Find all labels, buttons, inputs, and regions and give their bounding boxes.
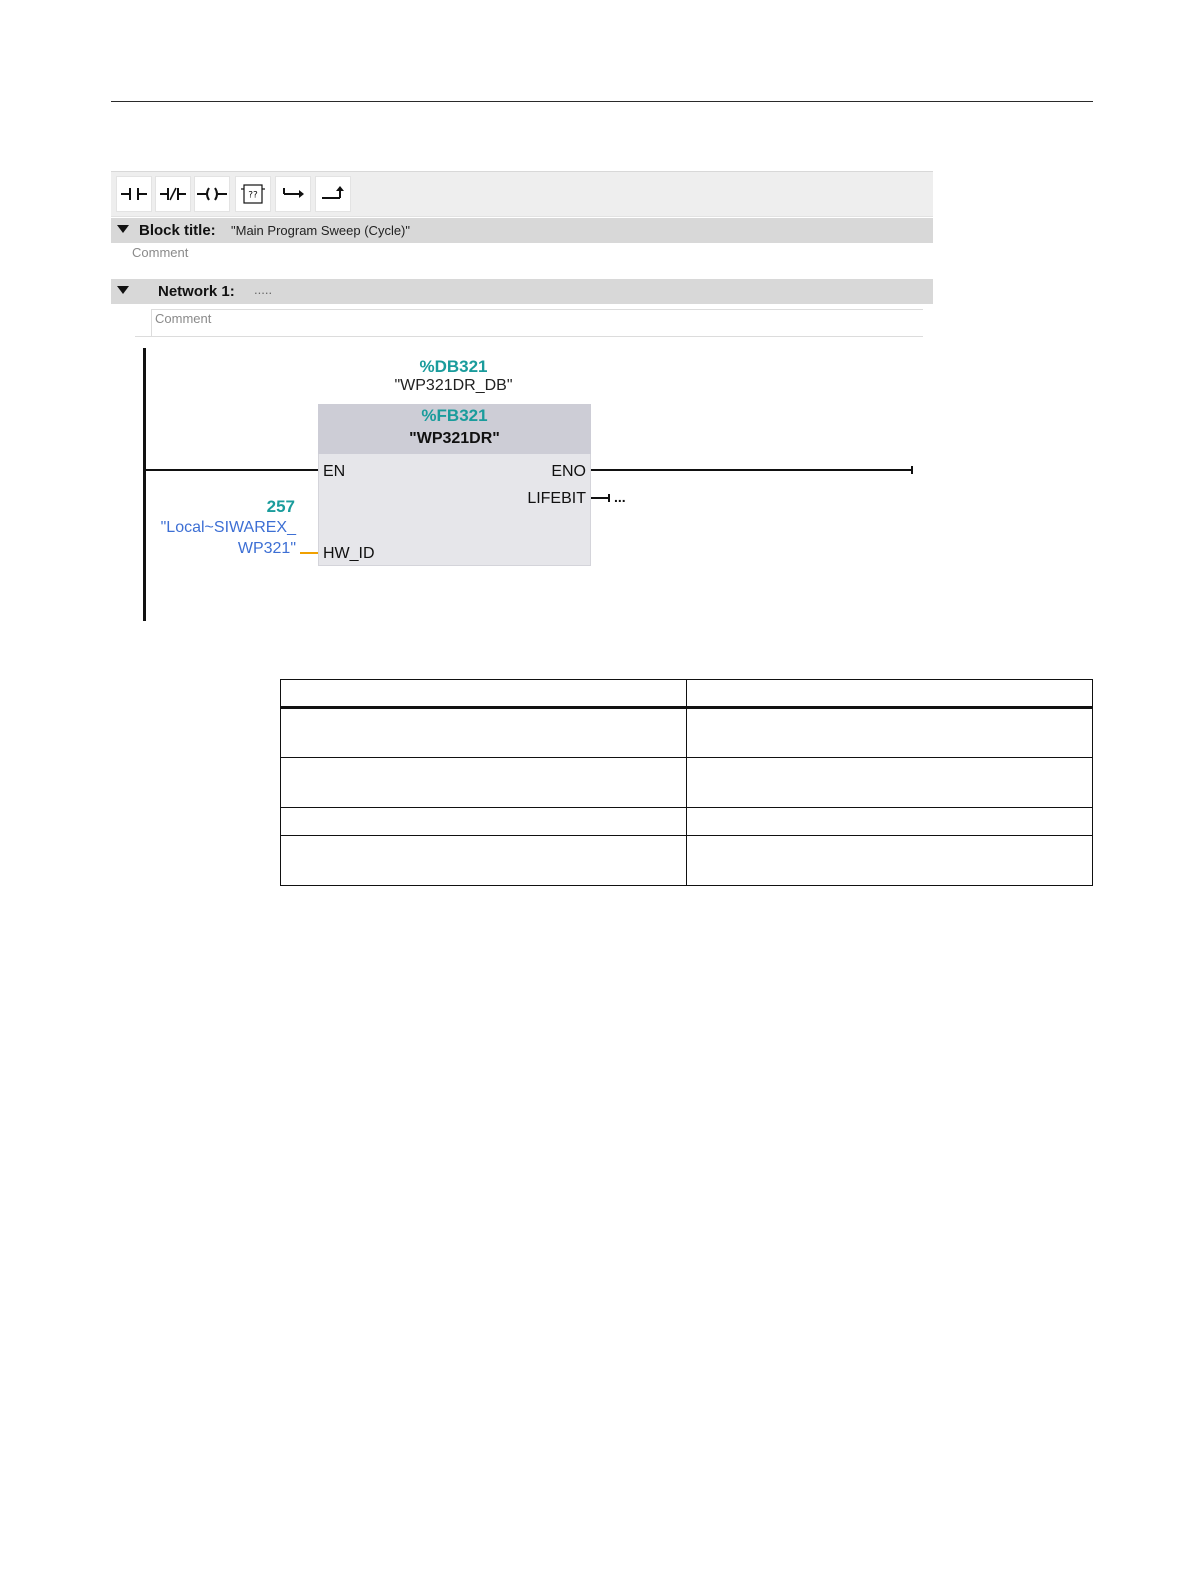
hw-id-tag-line1[interactable]: "Local~SIWAREX_ bbox=[160, 519, 296, 536]
eno-end-tick bbox=[911, 466, 913, 474]
block-title-label: Block title: bbox=[139, 222, 216, 239]
comment-top-line bbox=[151, 309, 923, 310]
table-row bbox=[281, 708, 1093, 758]
table-cell bbox=[687, 758, 1093, 808]
page-top-rule bbox=[111, 101, 1093, 102]
network-title-value[interactable]: ..... bbox=[254, 282, 273, 297]
pin-lifebit: LIFEBIT bbox=[527, 490, 586, 507]
pin-en: EN bbox=[323, 463, 346, 480]
empty-box-icon[interactable] bbox=[235, 176, 271, 212]
close-branch-icon[interactable] bbox=[315, 176, 351, 212]
lifebit-operand[interactable]: ... bbox=[614, 489, 626, 505]
function-block[interactable] bbox=[318, 404, 591, 566]
power-rail bbox=[143, 348, 146, 621]
ladder-editor bbox=[111, 171, 933, 631]
table-cell bbox=[281, 708, 687, 758]
en-wire bbox=[146, 469, 318, 471]
lifebit-end-tick bbox=[608, 494, 610, 502]
function-block-header bbox=[318, 404, 591, 454]
pin-eno: ENO bbox=[551, 463, 586, 480]
instance-db-name[interactable]: "WP321DR_DB" bbox=[394, 377, 513, 394]
comment-left-line bbox=[151, 309, 152, 336]
fb-number: %FB321 bbox=[421, 406, 488, 425]
hw-id-tag-line2[interactable]: WP321" bbox=[237, 540, 296, 557]
table-cell bbox=[687, 708, 1093, 758]
block-title-bar bbox=[111, 218, 933, 243]
table-header-row bbox=[281, 680, 1093, 708]
network-label: Network 1: bbox=[158, 283, 235, 300]
table-cell bbox=[687, 680, 1093, 708]
hw-id-wire bbox=[300, 552, 318, 554]
pin-hw-id: HW_ID bbox=[323, 545, 375, 562]
table-row bbox=[281, 758, 1093, 808]
table-cell bbox=[281, 808, 687, 836]
table-cell bbox=[281, 758, 687, 808]
block-title-value[interactable]: "Main Program Sweep (Cycle)" bbox=[231, 223, 411, 238]
instruction-toolbar bbox=[111, 171, 933, 217]
network-title-bar bbox=[111, 279, 933, 304]
lifebit-wire bbox=[591, 497, 609, 499]
coil-icon[interactable] bbox=[194, 176, 230, 212]
table-cell bbox=[687, 836, 1093, 886]
nc-contact-icon[interactable] bbox=[155, 176, 191, 212]
network-comment[interactable]: Comment bbox=[155, 311, 212, 326]
network-divider bbox=[135, 336, 923, 337]
open-branch-icon[interactable] bbox=[275, 176, 311, 212]
table-cell bbox=[687, 808, 1093, 836]
collapse-triangle-icon[interactable] bbox=[117, 225, 129, 233]
table-cell bbox=[281, 836, 687, 886]
table-row bbox=[281, 808, 1093, 836]
eno-wire bbox=[591, 469, 913, 471]
fb-name: "WP321DR" bbox=[409, 430, 500, 447]
table-cell bbox=[281, 680, 687, 708]
instance-db-number[interactable]: %DB321 bbox=[419, 357, 488, 376]
collapse-triangle-icon[interactable] bbox=[117, 286, 129, 294]
empty-box-glyph: ?? bbox=[248, 190, 258, 201]
parameter-table bbox=[280, 679, 1093, 886]
table-row bbox=[281, 836, 1093, 886]
no-contact-icon[interactable] bbox=[116, 176, 152, 212]
block-comment[interactable]: Comment bbox=[132, 245, 189, 260]
hw-id-value[interactable]: 257 bbox=[266, 497, 295, 516]
